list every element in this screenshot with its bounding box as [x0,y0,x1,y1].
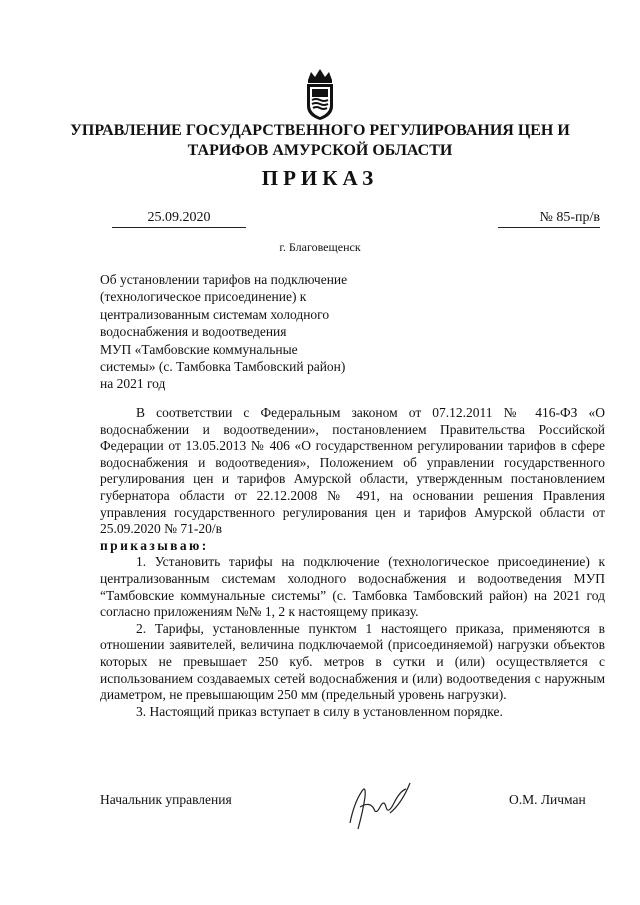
document-type-title: ПРИКАЗ [261,166,379,190]
order-item-3: 3. Настоящий приказ вступает в силу в установленном порядке. [136,703,503,719]
signer-title: Начальник управления [100,792,232,807]
order-subject [100,271,390,393]
order-keyword: приказываю: [100,537,209,553]
subject-line: Об установлении тарифов на подключение [100,272,348,287]
order-item-1: 1. Установить тарифы на подключение (технологическое присоединение) к централизованным системам холодного водоснабжения и водоотведения МУП “Тамбовские коммунальные системы” (с. Тамбовка Тамбовский район) на 2021 год согласно приложениям №№ 1, 2 к настоящему приказу. [100,554,605,620]
signer-name: О.М. Личман [509,792,586,807]
organization-name [60,121,580,161]
subject-line: (технологическое присоединение) к [100,289,307,305]
subject-line: централизованным системам холодного [100,306,330,322]
document-number: № 85-пр/в [498,210,600,228]
subject-line: МУП «Тамбовские коммунальные [100,341,298,357]
subject-line: водоснабжения и водоотведения [100,324,287,340]
signature-icon [340,773,430,833]
subject-line: системы» (с. Тамбовка Тамбовский район) [100,359,346,375]
order-body [100,405,605,720]
preamble-paragraph: В соответствии с Федеральным законом от 07.12.2011 № 416-ФЗ «О водоснабжении и водоотведении», постановлением Правительства Российской Федерации от 13.05.2013 № 406 «О государственном регулировании тарифов в сфере водоснабжения и водоотведения», Положением об управлении государственного регулирования цен и тарифов Амурской области, утвержденным постановлением губернатора области от 22.12.2008 № 491, на основании решения Правления управления государственного регулирования цен и тарифов Амурской области от 25.09.2020 № 71-20/в [100,405,605,537]
coat-of-arms-icon [300,66,340,122]
city-name: г. Благовещенск [279,240,361,254]
org-line-1: УПРАВЛЕНИЕ ГОСУДАРСТВЕННОГО РЕГУЛИРОВАНИЯ ЦЕН И [70,122,570,139]
subject-line: на 2021 год [100,376,166,392]
order-item-2: 2. Тарифы, установленные пунктом 1 настоящего приказа, применяются в отношении заявителей, величина подключаемой (присоединяемой) нагрузки объектов которых не превышает 250 куб. метров в сутки и (или) осуществляется с использованием создаваемых сетей водоснабжения и (или) водоотведения с наружным диаметром, не превышающим 250 мм (предельный уровень нагрузки). [100,620,605,703]
document-date: 25.09.2020 [112,210,246,228]
org-line-2: ТАРИФОВ АМУРСКОЙ ОБЛАСТИ [187,142,453,159]
